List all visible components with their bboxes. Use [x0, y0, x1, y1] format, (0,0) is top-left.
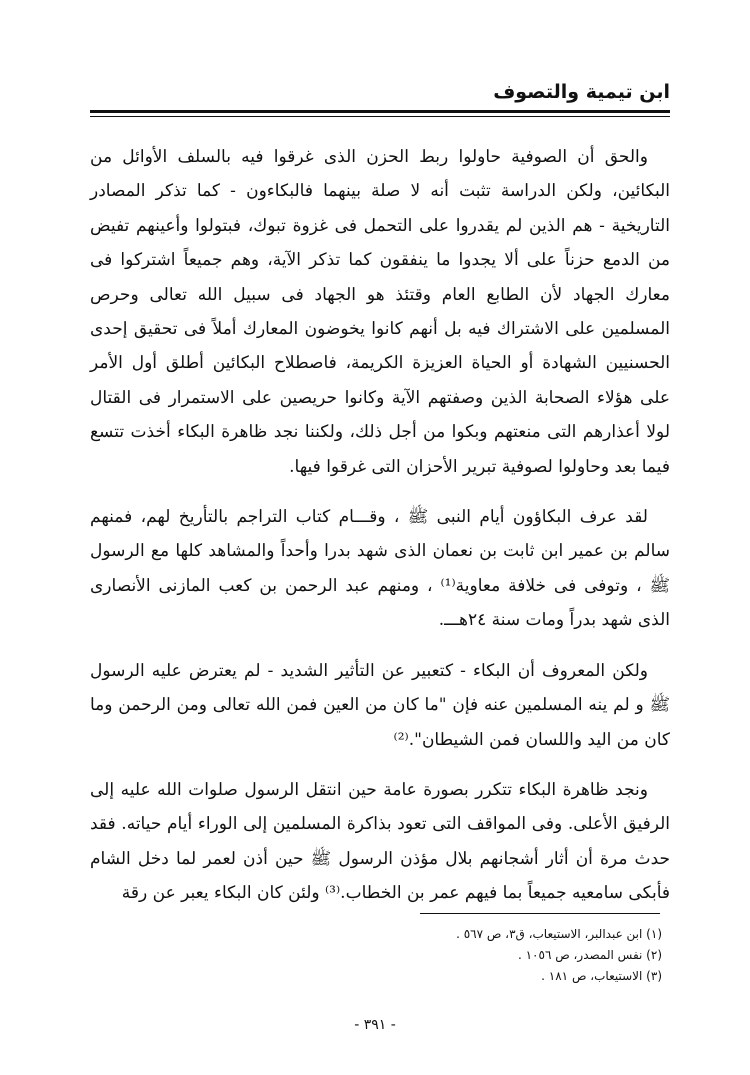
paragraph: ولكن المعروف أن البكاء - كتعبير عن التأثير الشديد - لم يعترض عليه الرسول ﷺ و لم ينه المسلمين عنه فإن "ما كان من العين فمن الله تعالى ومن الرحمن وما كان من اليد واللسان فمن الشيطان".⁽²⁾: [90, 660, 670, 750]
footnotes: [90, 924, 662, 987]
paragraph: ونجد ظاهرة البكاء تتكرر بصورة عامة حين انتقل الرسول صلوات الله عليه إلى الرفيق الأعلى. وفى المواقف التى تعود بذاكرة المسلمين إلى الوراء أيام حياته. فقد حدث مرة أن أثار أشجانهم بلال مؤذن الرسول ﷺ حين أذن لعمر لما دخل الشام فأبكى سامعيه جميعاً بما فيهم عمر بن الخطاب.⁽³⁾ ولئن كان البكاء يعبر عن رقة: [90, 779, 670, 904]
body-text: [90, 140, 670, 911]
footnote-separator: [420, 913, 660, 914]
page-number: - ٣٩١ -: [354, 1017, 396, 1033]
footnote: (٣) الاستيعاب، ص ١٨١ .: [541, 969, 662, 983]
footnote: (١) ابن عبدالبر، الاستيعاب، ق٣، ص ٥٦٧ .: [456, 927, 662, 941]
footnote: (٢) نفس المصدر، ص ١٠٥٦ .: [517, 948, 662, 962]
header-rule-thick: [90, 110, 670, 113]
paragraph: لقد عرف البكاؤون أيام النبى ﷺ ، وقـــام كتاب التراجم بالتأريخ لهم، فمنهم سالم بن عمير ابن ثابت بن نعمان الذى شهد بدرا وأحداً والمشاهد كلها مع الرسول ﷺ ، وتوفى فى خلافة معاوية⁽¹⁾ ، ومنهم عبد الرحمن بن كعب المازنى الأنصارى الذى شهد بدراً ومات سنة ٢٤هـــ.: [90, 507, 671, 631]
paragraph: والحق أن الصوفية حاولوا ربط الحزن الذى غرقوا فيه بالسلف الأوائل من البكائين، ولكن الدراسة تثبت أنه لا صلة بينهما فالبكاءون - كما تذكر المصادر التاريخية - هم الذين لم يقدروا على التحمل فى غزوة تبوك، فبتولوا وأعينهم تفيض من الدمع حزناً على ألا يجدوا ما ينفقون كما تذكر الآية، وهم جميعاً اشتركوا فى معارك الجهاد لأن الطابع العام وقتئذ هو الجهاد فى سبيل الله تعالى وحرص المسلمين على الاشتراك فيه بل أنهم كانوا يخوضون المعارك أملاً فى تحقيق إحدى الحسنيين الشهادة أو الحياة العزيزة الكريمة، فاصطلاح البكائين أطلق أول الأمر على هؤلاء الصحابة الذين وصفتهم الآية وكانوا حريصين على الاستمرار فى القتال لولا أعذارهم التى منعتهم وبكوا من أجل ذلك، ولكننا نجد ظاهرة البكاء أخذت تتسع فيما بعد وحاولوا لصوفية تبرير الأحزان التى غرقوا فيها.: [90, 147, 670, 477]
running-header: ابن تيمية والتصوف: [493, 81, 670, 103]
header-rule-thin: [90, 116, 670, 117]
